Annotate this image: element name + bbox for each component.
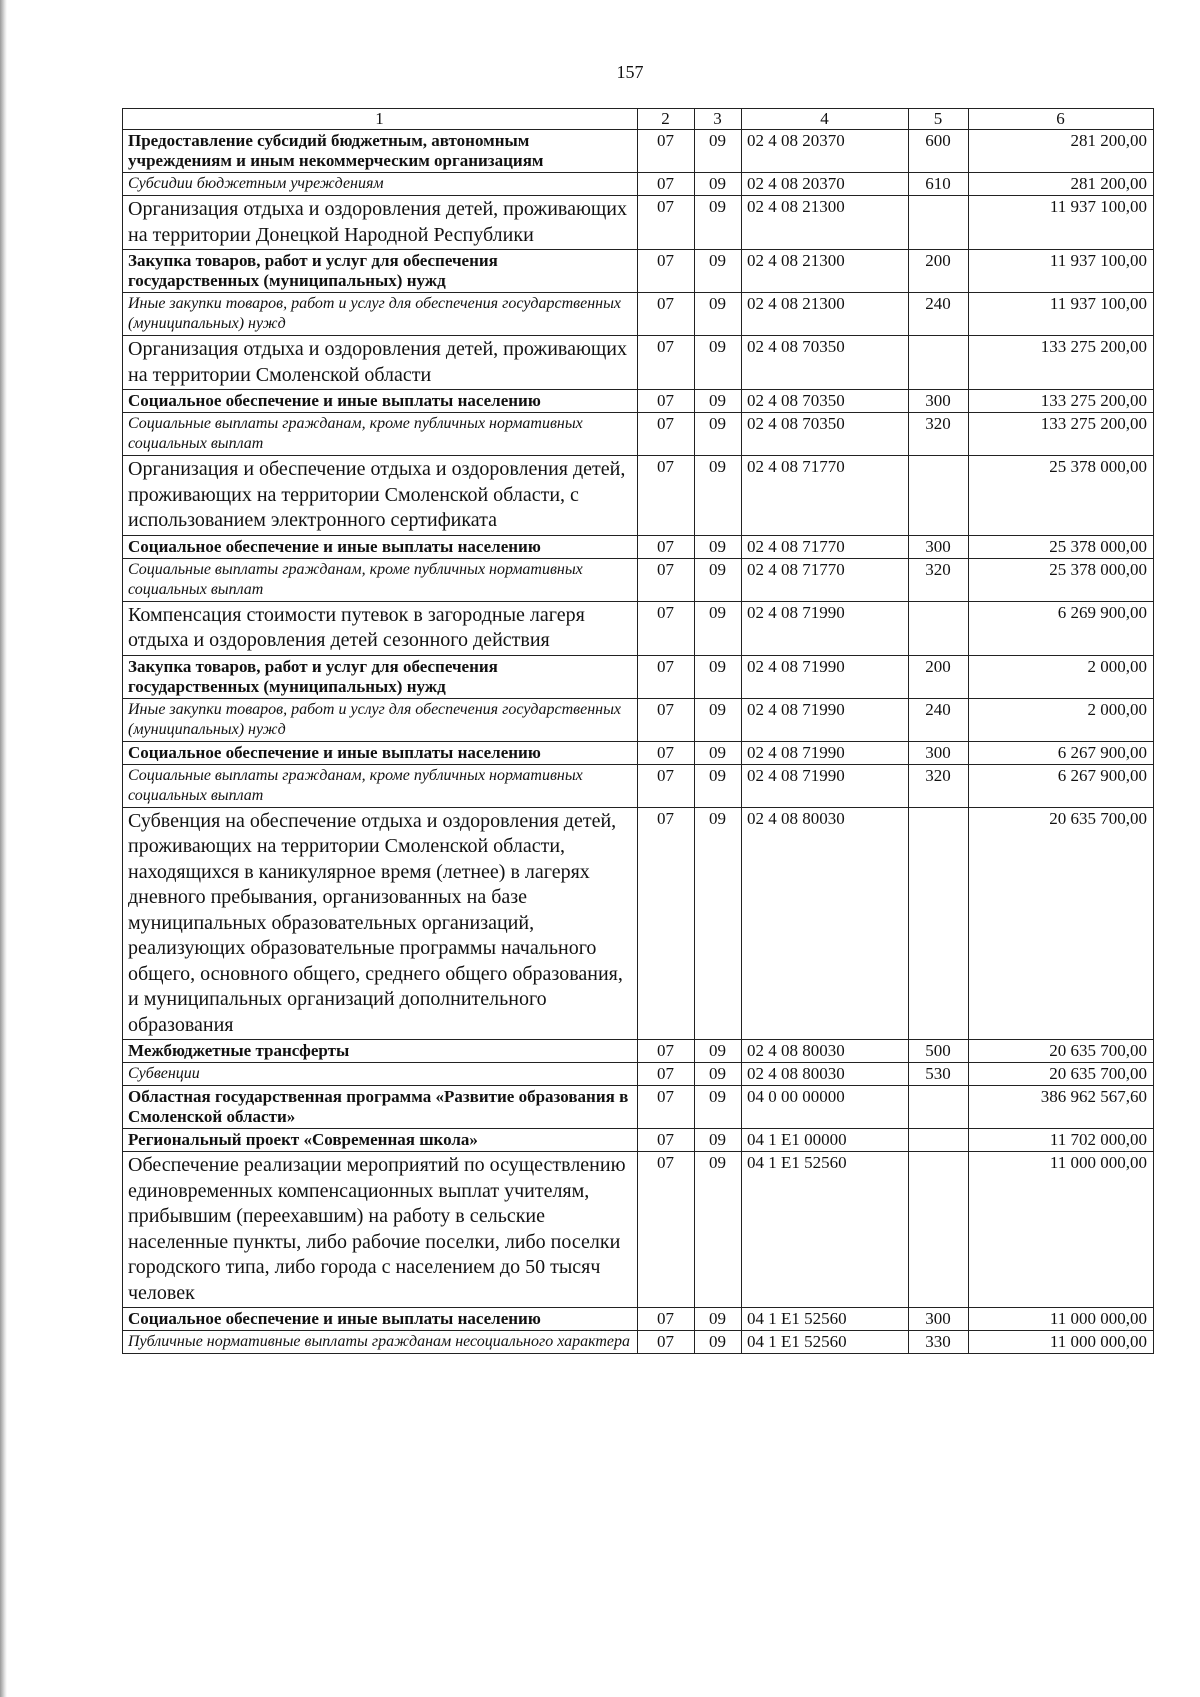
cell-amount: 11 000 000,00 (969, 1331, 1154, 1354)
cell-name: Субвенция на обеспечение отдыха и оздоровления детей, проживающих на территории Смоленской области, находящихся в каникулярное время (летнее) в лагерях дневного пребывания, организованных на базе муниципальных образовательных организаций, реализующих образовательные программы начального общего, основного общего, среднего общего образования, и муниципальных организаций дополнительного образования (123, 807, 638, 1040)
table-row (123, 1129, 1154, 1152)
cell-section: 07 (638, 1063, 695, 1086)
cell-expense-type: 240 (909, 293, 969, 336)
cell-name: Социальное обеспечение и иные выплаты населению (123, 1308, 638, 1331)
cell-name: Субсидии бюджетным учреждениям (123, 173, 638, 196)
cell-amount: 133 275 200,00 (969, 390, 1154, 413)
cell-expense-type (909, 1129, 969, 1152)
table-row (123, 413, 1154, 456)
cell-section: 07 (638, 741, 695, 764)
cell-target-article: 02 4 08 70350 (742, 390, 909, 413)
cell-name: Социальные выплаты гражданам, кроме публичных нормативных социальных выплат (123, 764, 638, 807)
cell-expense-type: 500 (909, 1040, 969, 1063)
table-row (123, 807, 1154, 1040)
cell-subsection: 09 (695, 558, 742, 601)
table-row (123, 456, 1154, 536)
cell-amount: 11 937 100,00 (969, 293, 1154, 336)
cell-expense-type: 200 (909, 250, 969, 293)
cell-subsection: 09 (695, 390, 742, 413)
cell-expense-type: 300 (909, 741, 969, 764)
cell-target-article: 02 4 08 71990 (742, 698, 909, 741)
cell-section: 07 (638, 390, 695, 413)
cell-section: 07 (638, 698, 695, 741)
cell-subsection: 09 (695, 1040, 742, 1063)
cell-name: Закупка товаров, работ и услуг для обеспечения государственных (муниципальных) нужд (123, 655, 638, 698)
header-col-expense-type: 5 (909, 109, 969, 130)
table-row (123, 390, 1154, 413)
cell-target-article: 04 1 E1 52560 (742, 1308, 909, 1331)
cell-amount: 6 267 900,00 (969, 741, 1154, 764)
cell-subsection: 09 (695, 293, 742, 336)
cell-amount: 6 269 900,00 (969, 601, 1154, 655)
cell-expense-type: 320 (909, 764, 969, 807)
cell-target-article: 02 4 08 80030 (742, 1063, 909, 1086)
cell-section: 07 (638, 250, 695, 293)
cell-subsection: 09 (695, 336, 742, 390)
cell-section: 07 (638, 196, 695, 250)
cell-section: 07 (638, 173, 695, 196)
cell-subsection: 09 (695, 698, 742, 741)
header-col-name: 1 (123, 109, 638, 130)
cell-target-article: 02 4 08 71990 (742, 601, 909, 655)
cell-section: 07 (638, 336, 695, 390)
cell-target-article: 04 1 E1 52560 (742, 1152, 909, 1308)
cell-name: Социальные выплаты гражданам, кроме публичных нормативных социальных выплат (123, 558, 638, 601)
cell-expense-type (909, 456, 969, 536)
cell-name: Социальное обеспечение и иные выплаты населению (123, 741, 638, 764)
table-row (123, 1152, 1154, 1308)
table-row (123, 741, 1154, 764)
table-row (123, 293, 1154, 336)
cell-name: Межбюджетные трансферты (123, 1040, 638, 1063)
cell-section: 07 (638, 1331, 695, 1354)
cell-section: 07 (638, 1040, 695, 1063)
cell-target-article: 02 4 08 80030 (742, 1040, 909, 1063)
cell-target-article: 02 4 08 71770 (742, 456, 909, 536)
table-row (123, 764, 1154, 807)
cell-expense-type (909, 336, 969, 390)
cell-target-article: 02 4 08 80030 (742, 807, 909, 1040)
cell-name: Закупка товаров, работ и услуг для обеспечения государственных (муниципальных) нужд (123, 250, 638, 293)
budget-table-body (123, 130, 1154, 1354)
cell-expense-type: 610 (909, 173, 969, 196)
cell-target-article: 04 0 00 00000 (742, 1086, 909, 1129)
table-row (123, 1086, 1154, 1129)
cell-name: Публичные нормативные выплаты гражданам несоциального характера (123, 1331, 638, 1354)
cell-subsection: 09 (695, 1086, 742, 1129)
cell-target-article: 04 1 E1 52560 (742, 1331, 909, 1354)
cell-subsection: 09 (695, 1063, 742, 1086)
header-row (123, 109, 1154, 130)
cell-expense-type: 300 (909, 390, 969, 413)
header-col-section: 2 (638, 109, 695, 130)
cell-section: 07 (638, 1308, 695, 1331)
cell-subsection: 09 (695, 173, 742, 196)
cell-expense-type (909, 807, 969, 1040)
cell-name: Социальные выплаты гражданам, кроме публичных нормативных социальных выплат (123, 413, 638, 456)
cell-expense-type: 320 (909, 558, 969, 601)
cell-amount: 11 000 000,00 (969, 1152, 1154, 1308)
table-row (123, 130, 1154, 173)
cell-name: Обеспечение реализации мероприятий по осуществлению единовременных компенсационных выплат учителям, прибывшим (переехавшим) на работу в сельские населенные пункты, либо рабочие поселки, либо поселки городского типа, либо города с населением до 50 тысяч человек (123, 1152, 638, 1308)
cell-section: 07 (638, 558, 695, 601)
header-col-subsection: 3 (695, 109, 742, 130)
cell-expense-type: 530 (909, 1063, 969, 1086)
scan-edge-shadow (0, 0, 7, 1697)
cell-name: Иные закупки товаров, работ и услуг для обеспечения государственных (муниципальных) нужд (123, 698, 638, 741)
cell-name: Предоставление субсидий бюджетным, автономным учреждениям и иным некоммерческим организациям (123, 130, 638, 173)
cell-subsection: 09 (695, 1331, 742, 1354)
budget-table-header (123, 109, 1154, 130)
cell-subsection: 09 (695, 601, 742, 655)
cell-subsection: 09 (695, 1308, 742, 1331)
cell-amount: 6 267 900,00 (969, 764, 1154, 807)
cell-amount: 11 937 100,00 (969, 196, 1154, 250)
cell-subsection: 09 (695, 456, 742, 536)
cell-expense-type: 300 (909, 1308, 969, 1331)
cell-amount: 11 937 100,00 (969, 250, 1154, 293)
cell-target-article: 04 1 E1 00000 (742, 1129, 909, 1152)
table-row (123, 535, 1154, 558)
cell-subsection: 09 (695, 130, 742, 173)
cell-expense-type (909, 196, 969, 250)
cell-section: 07 (638, 1152, 695, 1308)
cell-subsection: 09 (695, 250, 742, 293)
cell-amount: 25 378 000,00 (969, 456, 1154, 536)
cell-name: Социальное обеспечение и иные выплаты населению (123, 535, 638, 558)
cell-target-article: 02 4 08 71990 (742, 764, 909, 807)
table-row (123, 196, 1154, 250)
table-row (123, 1308, 1154, 1331)
page-number: 157 (616, 62, 644, 82)
table-row (123, 1063, 1154, 1086)
cell-expense-type: 200 (909, 655, 969, 698)
cell-section: 07 (638, 293, 695, 336)
cell-target-article: 02 4 08 20370 (742, 130, 909, 173)
table-row (123, 698, 1154, 741)
cell-name: Организация отдыха и оздоровления детей, проживающих на территории Смоленской области (123, 336, 638, 390)
cell-target-article: 02 4 08 20370 (742, 173, 909, 196)
cell-expense-type (909, 601, 969, 655)
cell-target-article: 02 4 08 71770 (742, 558, 909, 601)
table-row (123, 1331, 1154, 1354)
cell-expense-type: 600 (909, 130, 969, 173)
cell-subsection: 09 (695, 413, 742, 456)
cell-subsection: 09 (695, 655, 742, 698)
cell-amount: 20 635 700,00 (969, 1063, 1154, 1086)
cell-name: Региональный проект «Современная школа» (123, 1129, 638, 1152)
cell-subsection: 09 (695, 1152, 742, 1308)
cell-amount: 2 000,00 (969, 698, 1154, 741)
cell-subsection: 09 (695, 196, 742, 250)
cell-section: 07 (638, 456, 695, 536)
cell-name: Областная государственная программа «Развитие образования в Смоленской области» (123, 1086, 638, 1129)
header-col-target-article: 4 (742, 109, 909, 130)
cell-subsection: 09 (695, 764, 742, 807)
cell-section: 07 (638, 413, 695, 456)
cell-name: Субвенции (123, 1063, 638, 1086)
cell-subsection: 09 (695, 807, 742, 1040)
cell-subsection: 09 (695, 1129, 742, 1152)
cell-amount: 2 000,00 (969, 655, 1154, 698)
cell-expense-type: 300 (909, 535, 969, 558)
cell-expense-type (909, 1152, 969, 1308)
cell-section: 07 (638, 764, 695, 807)
cell-section: 07 (638, 807, 695, 1040)
cell-section: 07 (638, 601, 695, 655)
cell-amount: 133 275 200,00 (969, 413, 1154, 456)
cell-amount: 25 378 000,00 (969, 558, 1154, 601)
cell-expense-type: 320 (909, 413, 969, 456)
cell-subsection: 09 (695, 535, 742, 558)
table-row (123, 601, 1154, 655)
cell-amount: 20 635 700,00 (969, 807, 1154, 1040)
table-row (123, 1040, 1154, 1063)
cell-amount: 11 000 000,00 (969, 1308, 1154, 1331)
cell-name: Организация отдыха и оздоровления детей, проживающих на территории Донецкой Народной Республики (123, 196, 638, 250)
cell-target-article: 02 4 08 21300 (742, 196, 909, 250)
cell-target-article: 02 4 08 70350 (742, 336, 909, 390)
cell-target-article: 02 4 08 21300 (742, 250, 909, 293)
cell-subsection: 09 (695, 741, 742, 764)
cell-amount: 386 962 567,60 (969, 1086, 1154, 1129)
cell-section: 07 (638, 535, 695, 558)
cell-amount: 20 635 700,00 (969, 1040, 1154, 1063)
table-row (123, 173, 1154, 196)
cell-section: 07 (638, 1086, 695, 1129)
cell-target-article: 02 4 08 71770 (742, 535, 909, 558)
cell-name: Иные закупки товаров, работ и услуг для обеспечения государственных (муниципальных) нужд (123, 293, 638, 336)
table-row (123, 250, 1154, 293)
cell-name: Компенсация стоимости путевок в загородные лагеря отдыха и оздоровления детей сезонного действия (123, 601, 638, 655)
table-row (123, 655, 1154, 698)
cell-expense-type: 330 (909, 1331, 969, 1354)
cell-amount: 11 702 000,00 (969, 1129, 1154, 1152)
cell-section: 07 (638, 130, 695, 173)
cell-name: Организация и обеспечение отдыха и оздоровления детей, проживающих на территории Смоленской области, с использованием электронного сертификата (123, 456, 638, 536)
cell-amount: 133 275 200,00 (969, 336, 1154, 390)
cell-target-article: 02 4 08 70350 (742, 413, 909, 456)
cell-amount: 281 200,00 (969, 173, 1154, 196)
cell-expense-type: 240 (909, 698, 969, 741)
cell-target-article: 02 4 08 71990 (742, 655, 909, 698)
cell-target-article: 02 4 08 71990 (742, 741, 909, 764)
cell-section: 07 (638, 1129, 695, 1152)
cell-name: Социальное обеспечение и иные выплаты населению (123, 390, 638, 413)
table-row (123, 336, 1154, 390)
cell-amount: 281 200,00 (969, 130, 1154, 173)
header-col-amount: 6 (969, 109, 1154, 130)
cell-amount: 25 378 000,00 (969, 535, 1154, 558)
cell-target-article: 02 4 08 21300 (742, 293, 909, 336)
cell-expense-type (909, 1086, 969, 1129)
cell-section: 07 (638, 655, 695, 698)
table-row (123, 558, 1154, 601)
budget-table (122, 108, 1154, 1354)
